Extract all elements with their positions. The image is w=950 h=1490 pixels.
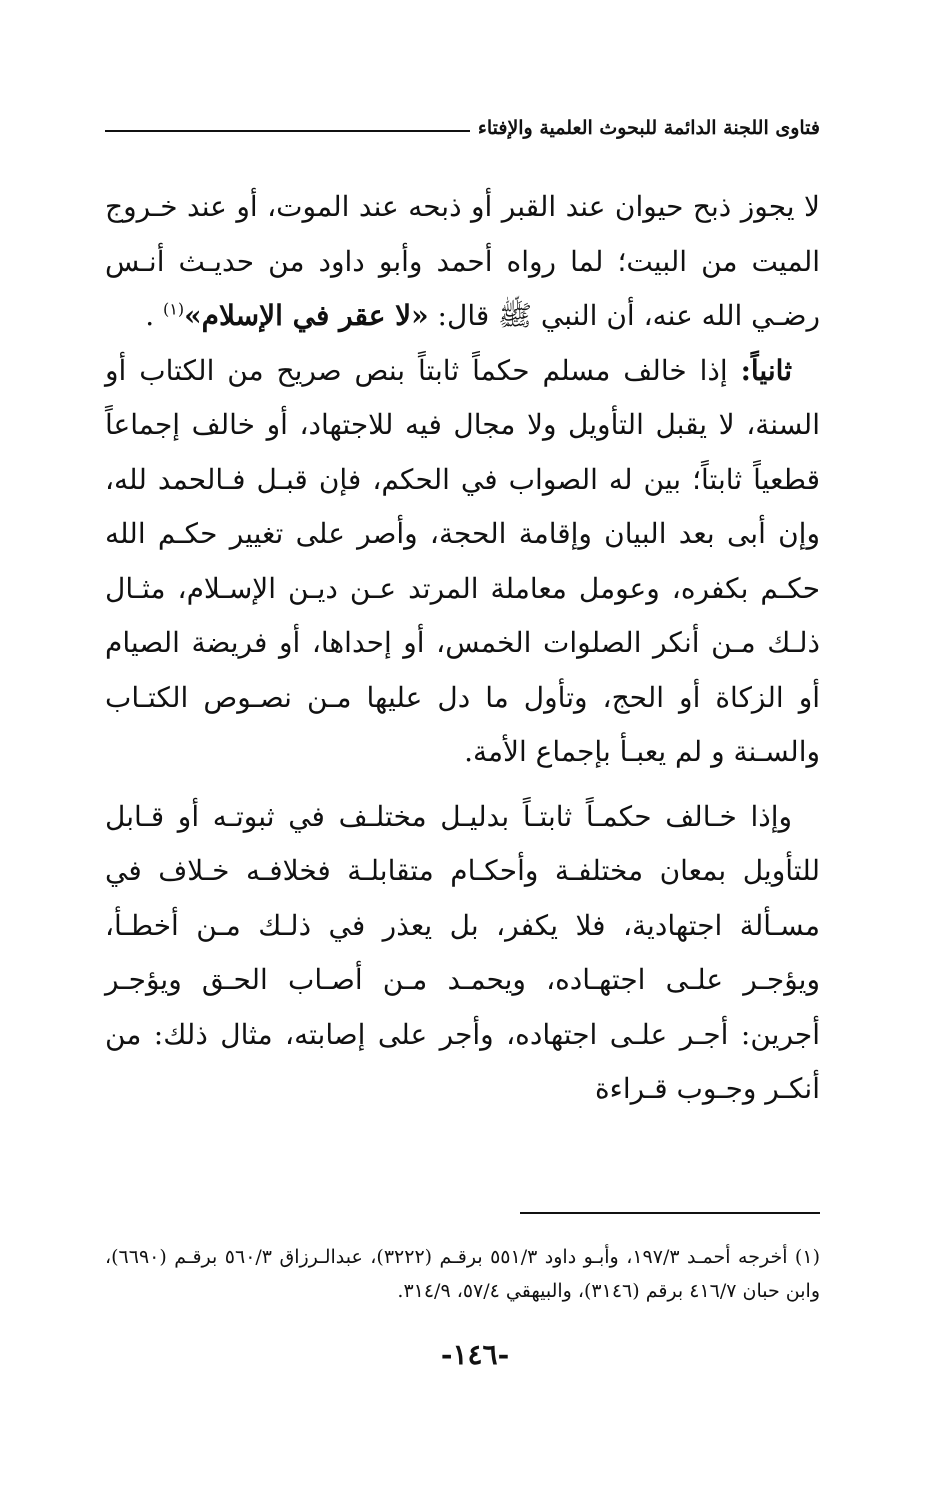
section-label-secondly: ثانياً:: [740, 353, 792, 387]
footnote-separator: [520, 1212, 820, 1214]
paragraph-2-text: إذا خالف مسلم حكماً ثابتاً بنص صريح من الكتاب أو السنة، لا يقبل التأويل ولا مجال فيه للاجتهاد، أو خالف إجماعاً قطعياً ثابتاً؛ بين له الصواب في الحكم، فإن قبـل فـالحمد لله، وإن أبى بعد البيان وإقامة الحجة، وأصر على تغيير حكـم الله حكـم بكفره، وعومل معاملة المرتد عـن ديـن الإسـلام، مثـال ذلـك مـن أنكر الصلوات الخمس، أو إحداها، أو فريضة الصيام أو الزكاة أو الحج، وتأول ما دل عليها مـن نصـوص الكتـاب والسـنة و لم يعبـأ بإجماع الأمة.: [105, 353, 820, 768]
page-number: -١٤٦-: [440, 1338, 510, 1371]
paragraph-1-end: .: [145, 299, 164, 332]
body-text: [105, 180, 820, 1117]
footnotes: [105, 1240, 820, 1308]
footnote-1: (١) أخرجه أحمـد ١٩٧/٣، وأبـو داود ٥٥١/٣ برقـم (٣٢٢٢)، عبدالـرزاق ٥٦٠/٣ برقـم (٦٦٩٠)، وابن حبان ٤١٦/٧ برقم (٣١٤٦)، والبيهقي ٥٧/٤، ٣١٤/٩.: [105, 1246, 820, 1302]
paragraph-2: [105, 344, 820, 780]
hadith-quote: «لا عقر في الإسلام»: [184, 299, 429, 332]
header-title: فتاوى اللجنة الدائمة للبحوث العلمية والإفتاء: [477, 117, 820, 139]
paragraph-3: [105, 790, 820, 1117]
header-rule: [105, 130, 470, 132]
running-header: [105, 117, 820, 139]
paragraph-1: [105, 180, 820, 344]
footnote-ref: (١): [163, 299, 185, 319]
paragraph-1-text: لا يجوز ذبح حيوان عند القبر أو ذبحه عند الموت، أو عند خـروج الميت من البيت؛ لما رواه أحمد وأبو داود من حديـث أنـس رضـي الله عنه، أن النبي ﷺ قال:: [105, 190, 820, 332]
paragraph-3-text: وإذا خـالف حكمـاً ثابتـاً بدليـل مختلـف في ثبوتـه أو قـابل للتأويل بمعان مختلفـة وأحكـام متقابلـة فخلافـه خـلاف في مسـألة اجتهادية، فلا يكفر، بل يعذر في ذلـك مـن أخطـأ، ويؤجـر علـى اجتهـاده، ويحمـد مـن أصـاب الحـق ويؤجـر أجرين: أجـر علـى اجتهاده، وأجر على إصابته، مثال ذلك: من أنكـر وجـوب قـراءة: [105, 799, 820, 1105]
